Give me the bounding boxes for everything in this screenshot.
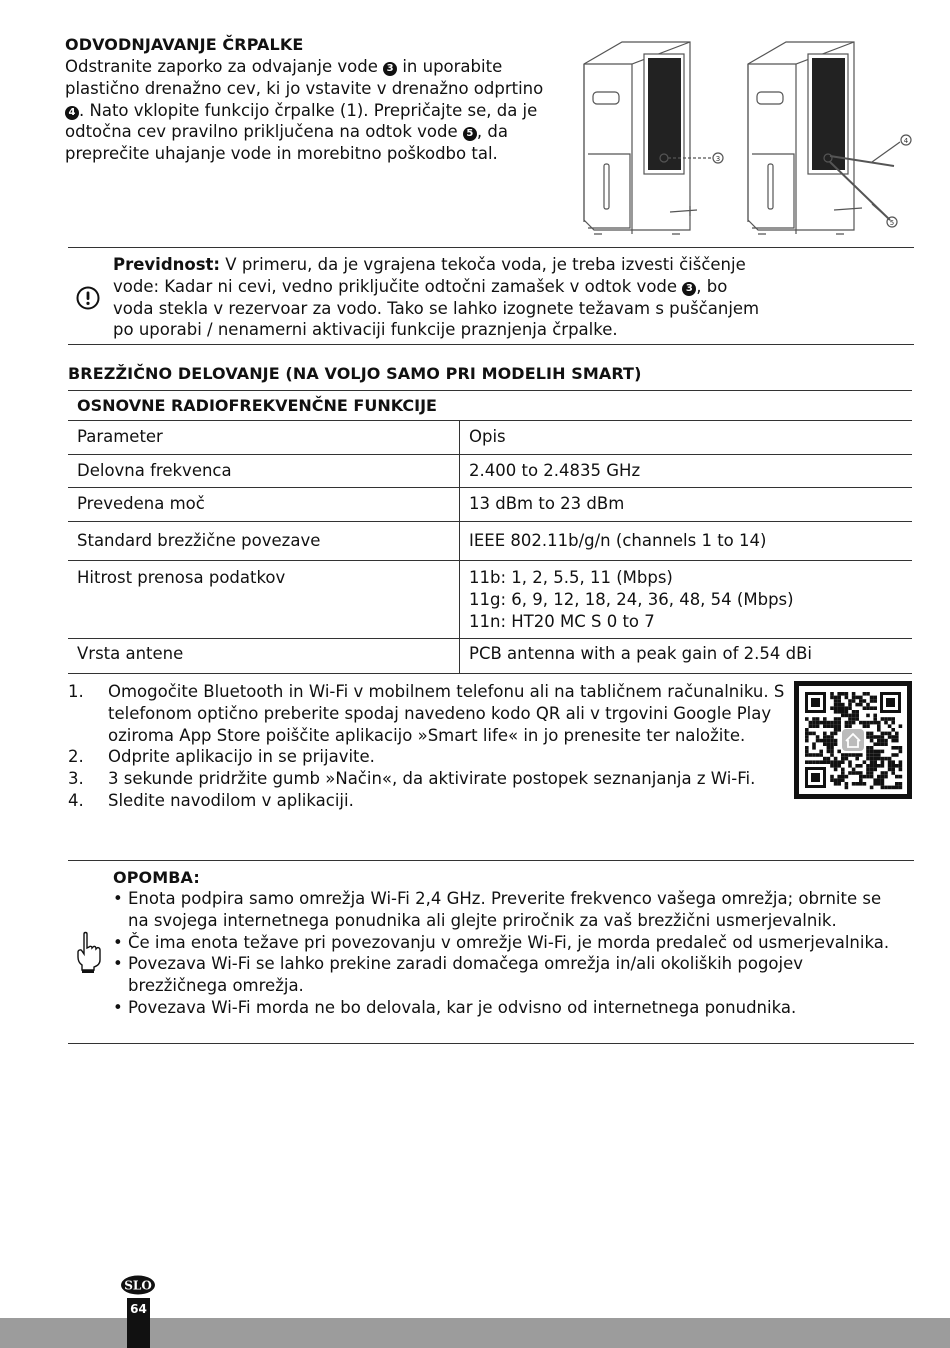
callout-marker: 5 [463, 127, 477, 141]
list-item: • Povezava Wi-Fi se lahko prekine zaradi domačega omrežja in/ali okoliških pogojev brezžičnega omrežja. [113, 953, 903, 997]
section-title-wireless: BREZŽIČNO DELOVANJE (NA VOLJO SAMO PRI MODELIH SMART) [68, 364, 642, 383]
svg-text:5: 5 [889, 219, 895, 227]
dehumidifier-drain-illustration [572, 34, 922, 244]
section-title-drainage: ODVODNJAVANJE ČRPALKE [65, 35, 304, 54]
table-cell: Hitrost prenosa podatkov [68, 560, 460, 638]
table-title-row [68, 391, 912, 421]
table-cell: Parameter [68, 420, 460, 454]
callout-5 [872, 204, 897, 227]
dehumidifier-unit-right [748, 42, 894, 234]
note-list [113, 888, 903, 1019]
caution-text-2: , bo voda stekla v rezervoar za vodo. Tako se lahko izognete težavam s puščanjem po uporabi / nenamerni aktivaciji funkcije praznjenja črpalke. [113, 276, 760, 340]
callout-4 [872, 135, 911, 162]
table-cell: 2.400 to 2.4835 GHz [460, 454, 913, 488]
drainage-text-1: Odstranite zaporko za odvajanje vode [65, 57, 378, 76]
table-row [68, 639, 912, 674]
caution-text-1: V primeru, da je vgrajena tekoča voda, je treba izvesti čiščenje vode: Kadar ni cevi, vedno priključite odtočni zamašek v odtok vode [113, 255, 746, 296]
table-cell-line: 11b: 1, 2, 5.5, 11 (Mbps) [469, 567, 673, 587]
table-cell: 13 dBm to 23 dBm [460, 488, 913, 522]
step-text: Odprite aplikacijo in se prijavite. [108, 747, 375, 767]
step-text: Omogočite Bluetooth in Wi-Fi v mobilnem telefonu ali na tabličnem računalniku. S telefonom optično preberite spodaj navedeno kodo QR ali v trgovini Google Play oziroma App Store poiščite aplikacijo »Smart life« in jo prenesite ter naložite. [108, 682, 785, 745]
drainage-text-3: . Nato vklopite funkcijo črpalke (1). Prepričajte se, da je odtočna cev pravilno priključena na odtok vode [65, 100, 538, 142]
step-text: 3 sekunde pridržite gumb »Način«, da aktivirate postopek seznanjanja z Wi-Fi. [108, 769, 756, 789]
divider [68, 247, 914, 248]
caution-label: Previdnost: [113, 255, 221, 274]
table-cell: Opis [460, 420, 913, 454]
rf-functions-table [68, 390, 912, 674]
list-item [68, 746, 788, 768]
step-number: 1. [68, 682, 84, 701]
setup-steps-list [68, 681, 788, 812]
table-cell: Standard brezžične povezave [68, 522, 460, 561]
table-title: OSNOVNE RADIOFREKVENČNE FUNKCIJE [68, 391, 912, 421]
table-cell: Vrsta antene [68, 639, 460, 674]
step-number: 4. [68, 790, 84, 810]
page-number: 64 [130, 1302, 147, 1316]
caution-text [113, 254, 773, 341]
table-row [68, 488, 912, 522]
list-item: • Če ima enota težave pri povezovanju v omrežje Wi-Fi, je morda predaleč od usmerjevalnika. [113, 932, 903, 954]
list-item [68, 681, 788, 746]
list-item: • Povezava Wi-Fi morda ne bo delovala, kar je odvisno od internetnega ponudnika. [113, 997, 903, 1019]
home-icon [842, 729, 864, 751]
language-badge [120, 1275, 156, 1295]
divider [68, 1043, 914, 1044]
svg-text:3: 3 [715, 155, 721, 163]
note-title: OPOMBA: [113, 868, 200, 887]
divider [68, 344, 914, 345]
list-item [68, 790, 788, 812]
table-cell: IEEE 802.11b/g/n (channels 1 to 14) [460, 522, 913, 561]
table-row [68, 560, 912, 638]
table-cell-line: 11n: HT20 MC S 0 to 7 [469, 611, 655, 631]
list-item: • Enota podpira samo omrežja Wi-Fi 2,4 GHz. Preverite frekvenco vašega omrežja; obrnite se na svojega internetnega ponudnika ali glejte priročnik za vaš brezžični usmerjevalnik. [113, 888, 903, 932]
list-item [68, 768, 788, 790]
table-row [68, 522, 912, 561]
step-text: Sledite navodilom v aplikaciji. [108, 790, 354, 810]
callout-3 [713, 153, 723, 163]
callout-marker: 3 [383, 62, 397, 76]
drainage-paragraph [65, 56, 555, 165]
exclamation-circle-icon [76, 286, 100, 310]
table-cell-multiline [460, 560, 913, 638]
table-cell: PCB antenna with a peak gain of 2.54 dBi [460, 639, 913, 674]
drainage-text-2: in uporabite plastično drenažno cev, ki jo vstavite v drenažno odprtino [65, 57, 544, 98]
divider [68, 860, 914, 861]
dehumidifier-unit-left [584, 42, 712, 234]
step-number: 2. [68, 747, 84, 767]
drainage-text-4: , da preprečite uhajanje vode in morebitno poškodbo tal. [65, 122, 508, 164]
step-number: 3. [68, 769, 84, 789]
table-row [68, 454, 912, 488]
pointing-hand-icon [74, 930, 102, 974]
table-cell: Delovna frekvenca [68, 454, 460, 488]
qr-code-icon[interactable] [794, 681, 912, 799]
table-cell: Prevedena moč [68, 488, 460, 522]
table-row [68, 420, 912, 454]
callout-marker: 3 [682, 282, 696, 296]
svg-text:SLO: SLO [124, 1278, 152, 1293]
table-cell-line: 11g: 6, 9, 12, 18, 24, 36, 48, 54 (Mbps) [469, 589, 794, 609]
callout-marker: 4 [65, 106, 79, 120]
svg-text:4: 4 [903, 137, 909, 145]
